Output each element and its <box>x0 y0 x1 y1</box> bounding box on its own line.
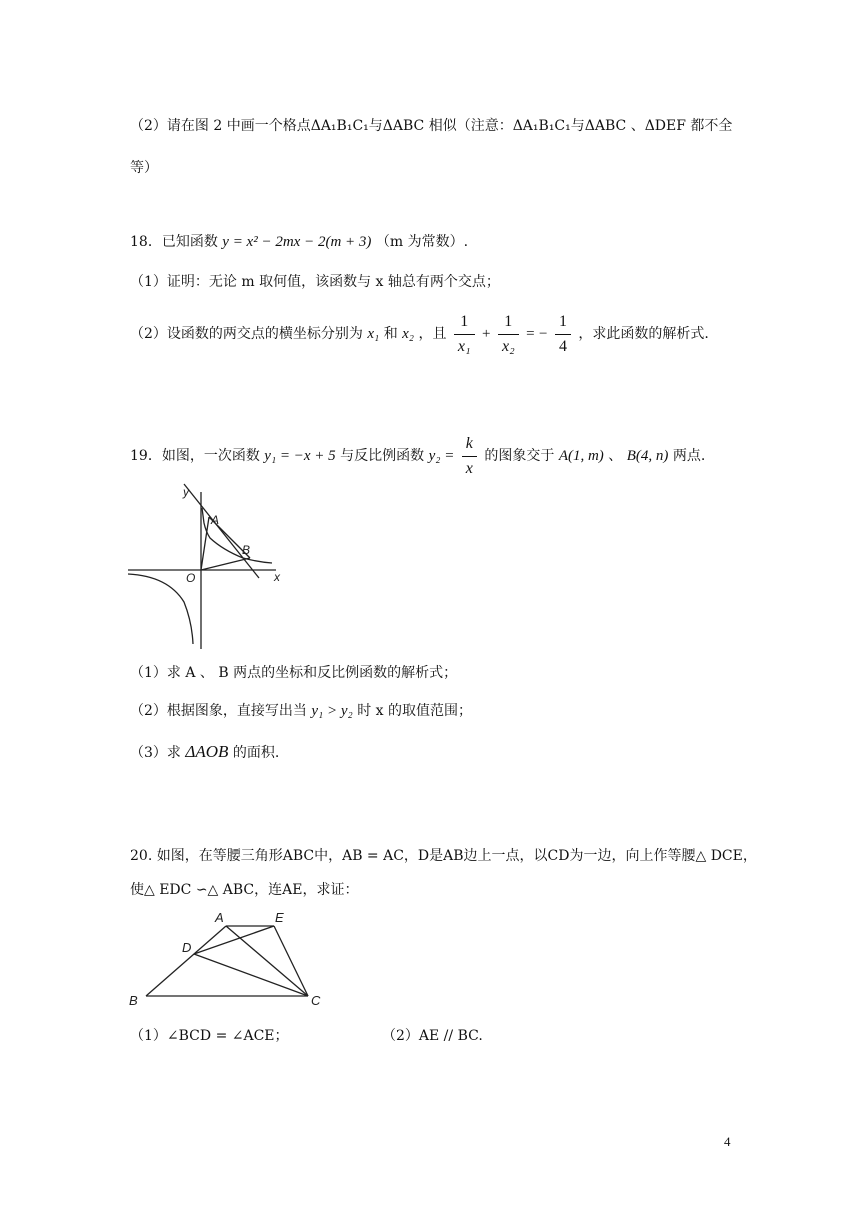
q18-part1: （1）证明：无论 m 取何值，该函数与 x 轴总有两个交点； <box>130 274 500 290</box>
q18-frac2-numerator: 1 <box>504 312 513 330</box>
q19-part2-prefix: （2）根据图象，直接写出当 <box>130 703 307 719</box>
q19-part3-triangle: ΔAOB <box>185 742 229 761</box>
q19-hyperbola-branch-2 <box>128 574 193 644</box>
q18-fraction-1-over-4 <box>555 312 571 357</box>
q19-fraction-k-over-x <box>462 434 477 479</box>
q18-function-formula: y = x² − 2mx − 2(m + 3) <box>222 234 372 250</box>
q19-suffix2: 两点. <box>672 448 706 464</box>
q19-part2-suffix: 时 x 的取值范围； <box>357 703 472 719</box>
q19-mid: 与反比例函数 <box>340 448 425 464</box>
q19-part3-suffix: 的面积. <box>232 745 280 761</box>
q18-frac1-denominator: x₁ <box>454 334 475 357</box>
q18-part2 <box>130 310 709 358</box>
page-number: 4 <box>724 1134 731 1149</box>
q20-stem-line1: 20. 如图，在等腰三角形ABC中，AB = AC，D是AB边上一点，以CD为一边，向上作等腰△ DCE， <box>130 848 757 864</box>
q19-line-y1 <box>184 484 259 578</box>
q18-qie: ，且 <box>418 326 447 342</box>
q19-point-a: A(1, m) <box>558 448 604 464</box>
q19-function-graph <box>128 482 290 652</box>
q18-stem-suffix: （m 为常数）. <box>375 234 469 250</box>
q19-label-o: O <box>186 571 196 585</box>
q20-label-a: A <box>215 910 224 925</box>
q19-label-y: y <box>183 485 189 499</box>
q19-frac-denominator: x <box>462 456 477 479</box>
q20-part2: （2）AE // BC. <box>382 1028 483 1044</box>
q19-point-b: B(4, n) <box>626 448 669 464</box>
q18-fraction-1-over-x1 <box>454 312 475 357</box>
q19-part2 <box>130 701 472 721</box>
q18-and: 和 <box>383 326 398 342</box>
q18-equals: = <box>526 326 535 342</box>
q18-x1: x₁ <box>367 326 380 342</box>
q20-label-d: D <box>182 940 192 955</box>
q20-stem-line2: 使△ EDC ∽△ ABC，连AE，求证： <box>130 882 359 898</box>
q17-part2-line2: 等） <box>130 160 158 176</box>
q17-part2-line1: （2）请在图 2 中画一个格点ΔA₁B₁C₁与ΔABC 相似（注意：ΔA₁B₁C₁与ΔABC 、ΔDEF 都不全 <box>130 118 733 134</box>
q18-stem-prefix: 18．已知函数 <box>130 234 218 250</box>
q19-part3 <box>130 742 279 763</box>
q19-frac-numerator: k <box>465 434 473 452</box>
q19-segment-ob <box>201 558 250 570</box>
q18-stem <box>130 232 468 252</box>
q18-x2: x₂ <box>402 326 415 342</box>
q18-frac3-denominator: 4 <box>555 334 571 357</box>
q18-part2-prefix: （2）设函数的两交点的横坐标分别为 <box>130 326 363 342</box>
q19-suffix1: 的图象交于 <box>484 448 555 464</box>
q18-minus: − <box>539 326 548 342</box>
q19-stem <box>130 432 705 480</box>
q20-triangle-figure <box>126 906 326 1010</box>
q19-part2-inequality: y₁ > y₂ <box>311 703 353 719</box>
q20-label-b: B <box>129 993 138 1008</box>
q19-label-a: A <box>211 513 220 527</box>
q19-sep: 、 <box>608 448 623 464</box>
q19-part1: （1）求 A 、 B 两点的坐标和反比例函数的解析式； <box>130 665 458 681</box>
q19-label-x: x <box>274 570 280 584</box>
q18-frac3-numerator: 1 <box>558 312 567 330</box>
q18-frac1-numerator: 1 <box>460 312 469 330</box>
q18-part2-suffix: ，求此函数的解析式. <box>578 326 709 342</box>
q20-segment-de <box>194 926 274 954</box>
q19-label-b: B <box>242 543 251 557</box>
q18-fraction-1-over-x2 <box>498 312 519 357</box>
q19-linear-function: y₁ = −x + 5 <box>264 448 336 464</box>
q20-label-c: C <box>311 993 321 1008</box>
q18-frac2-denominator: x₂ <box>498 334 519 357</box>
q20-label-e: E <box>275 910 284 925</box>
q20-segment-ac <box>226 926 308 996</box>
q19-stem-prefix: 19．如图，一次函数 <box>130 448 260 464</box>
q20-part1: （1）∠BCD = ∠ACE； <box>130 1028 289 1044</box>
q19-inverse-lhs: y₂ = <box>428 448 455 464</box>
q18-plus: + <box>482 326 491 342</box>
q19-part3-prefix: （3）求 <box>130 745 181 761</box>
